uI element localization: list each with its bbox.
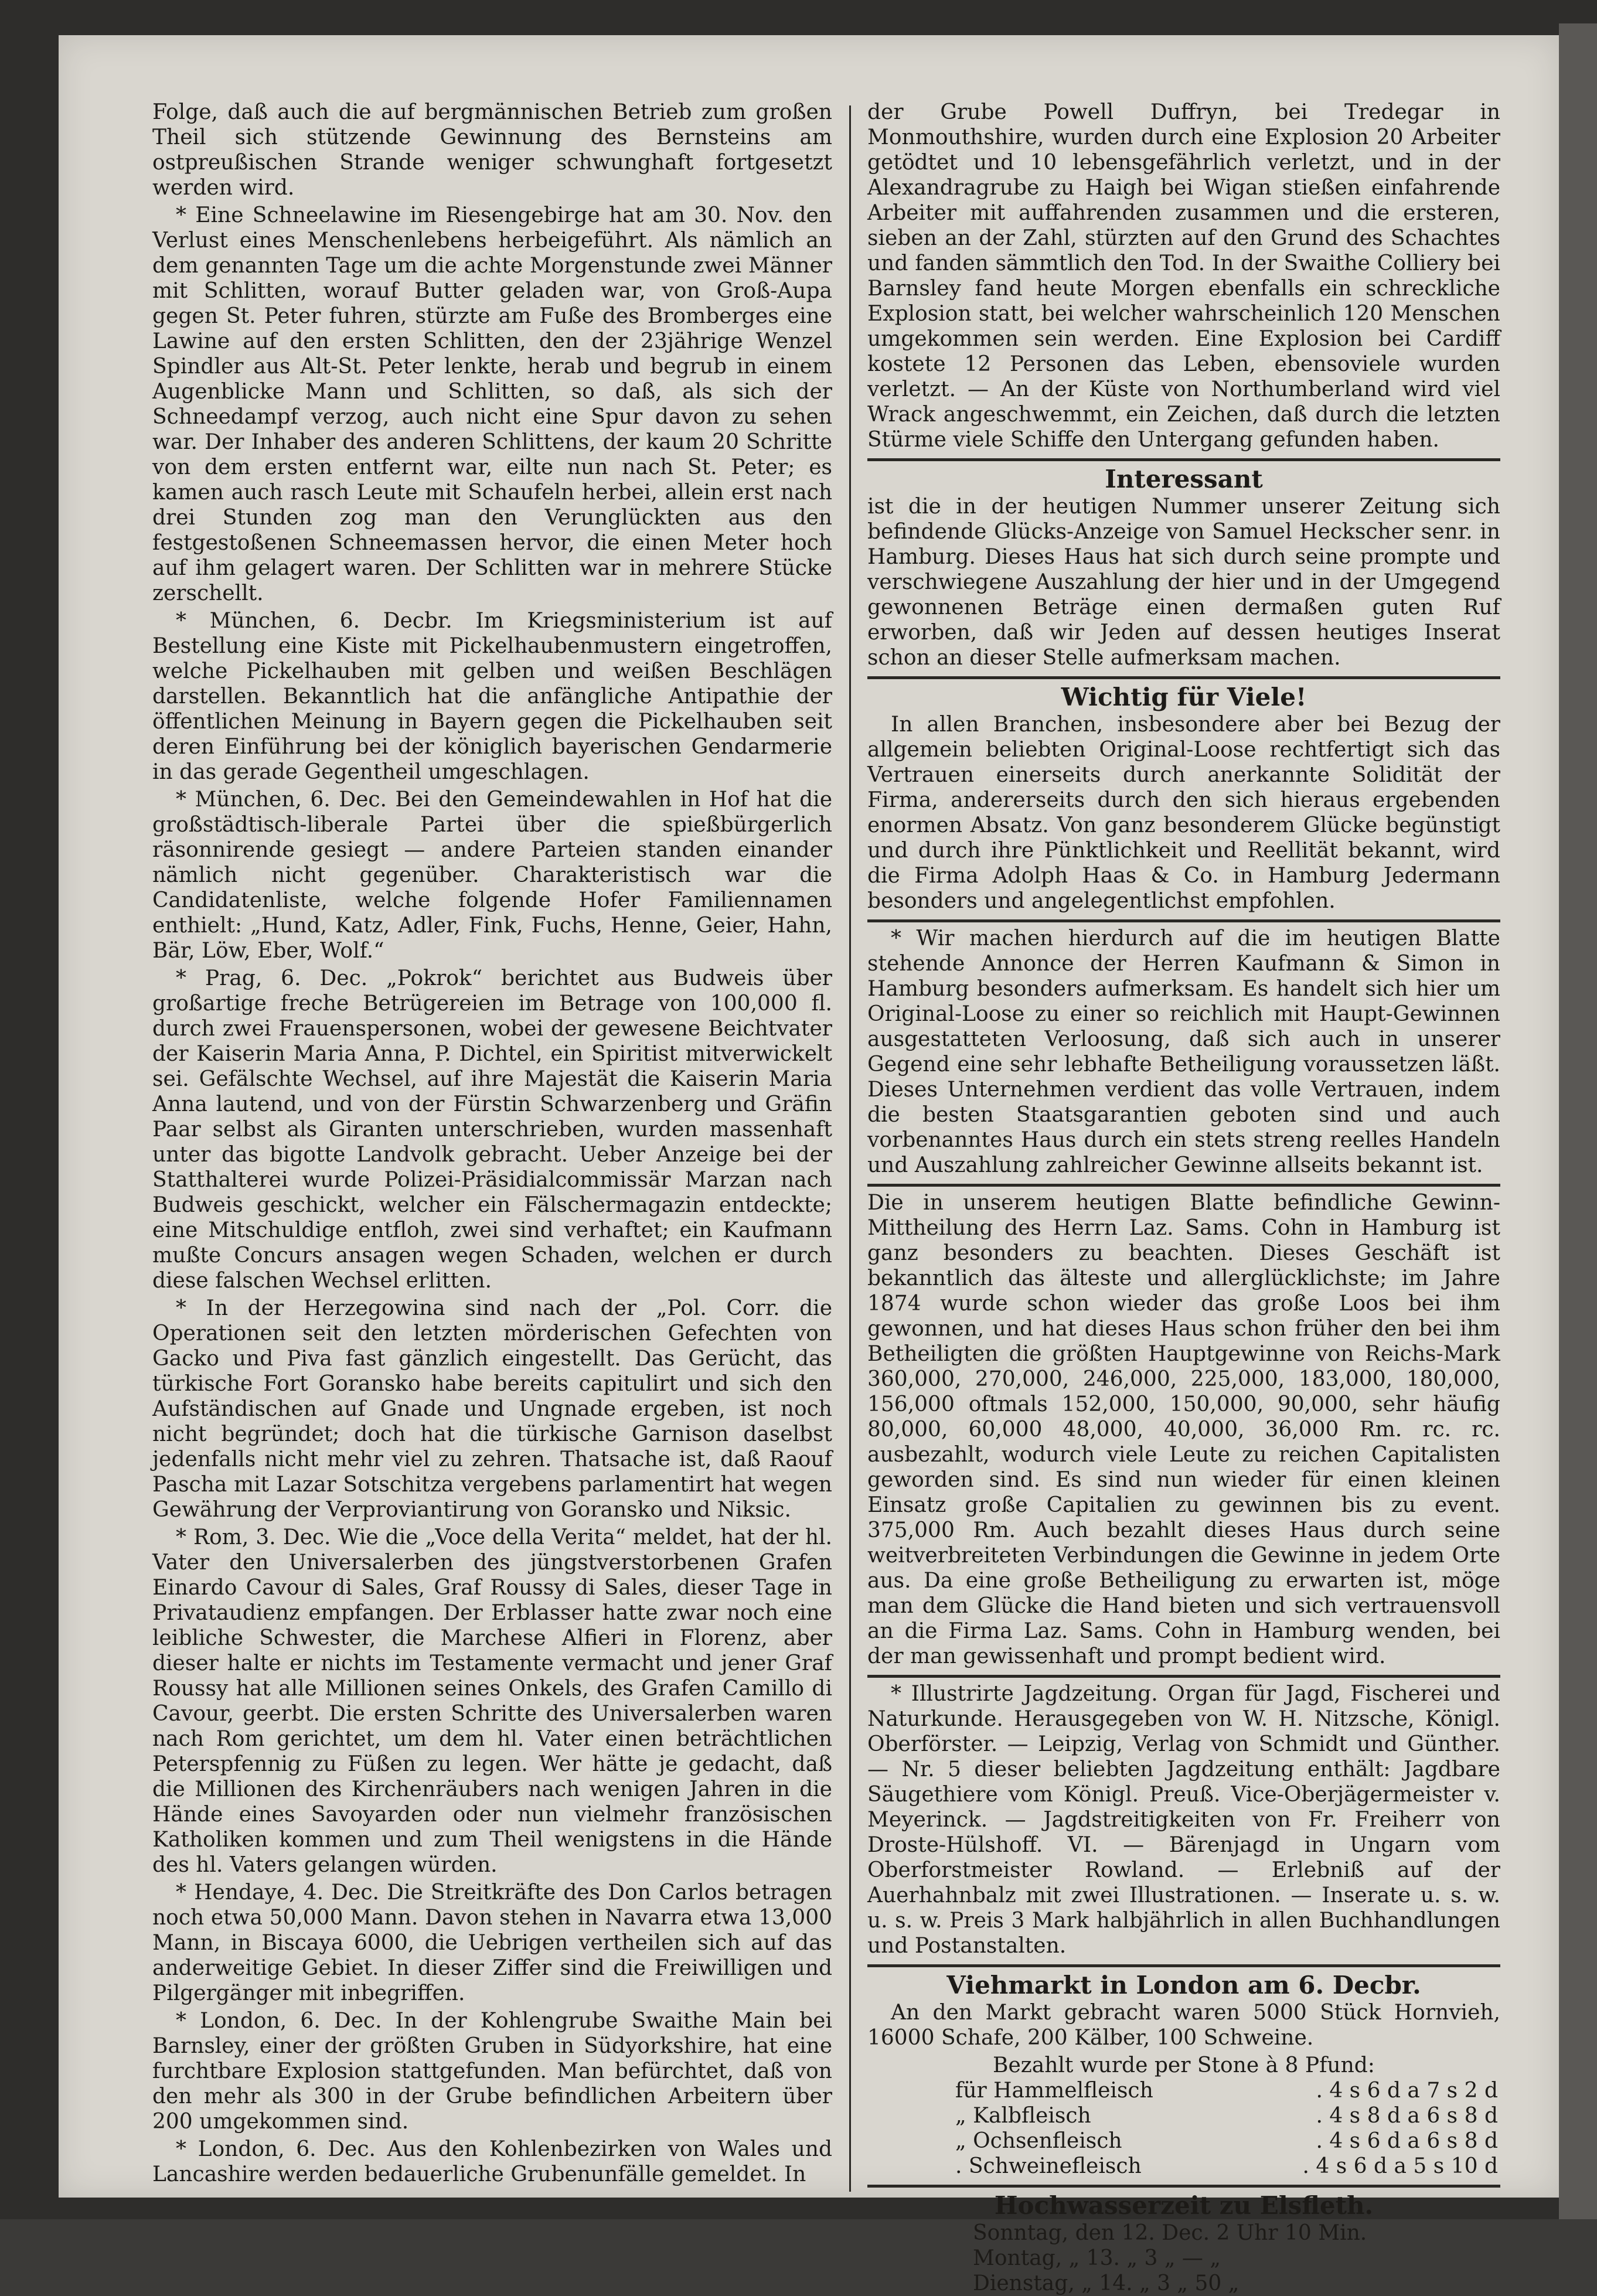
cohn-text: Die in unserem heutigen Blatte befindliche Gewinn-Mittheilung des Herrn Laz. Sams. Cohn in Hamburg ist ganz besonders zu beachten. Dieses Geschäft ist bekanntlich das älteste und allerglücklichste; im Jahre 1874 wurde schon wieder das große Loos bei ihm gewonnen, und hat dieses Haus schon früher den bei ihm Betheiligten die größten Hauptgewinne von Reichs-Mark 360,000, 270,000, 246,000, 225,000, 183,000, 180,000, 156,000 oftmals 152,000, 150,000, 90,000, sehr häufig 80,000, 60,000 48,000, 40,000, 36,000 Rm. rc. rc. ausbezahlt, wodurch viele Leute zu reichen Capitalisten geworden sind. Es sind nun wieder für einen kleinen Einsatz große Capitalien zu gewinnen bis zu event. 375,000 Rm. Auch bezahlt dieses Haus durch seine weitverbreiteten Verbindungen die Gewinne in jedem Orte aus. Da eine große Betheiligung zu erwarten ist, möge man dem Glücke die Hand bieten und sich vertrauensvoll an die Firma Laz. Sams. Cohn in Hamburg wenden, bei der man gewissenhaft und prompt bedient wird. [867,1191,1500,1668]
kaufmann-block [867,919,1500,1178]
kaufmann-text: * Wir machen hierdurch auf die im heutigen Blatte stehende Annonce der Herren Kaufmann & Simon in Hamburg besonders aufmerksam. Es handelt sich hier um Original-Loose zu einer so reichlich mit Haupt-Gewinnen ausgestatteten Verloosung, daß sich auch in unserer Gegend eine sehr lebhafte Betheiligung voraussetzen läßt. Dieses Unternehmen verdient das volle Vertrauen, indem die besten Staatsgarantien geboten sind und auch vorbenanntes Haus durch ein stets streng reelles Handeln und Auszahlung zahlreicher Gewinne allseits bekannt ist. [867,926,1500,1177]
hochwasser-row: Sonntag, den 12. Dec. 2 Uhr 10 Min. [973,2221,1367,2245]
row-value: . 4 s 6 d a 5 s 10 d [1302,2154,1498,2178]
row-label: „ Ochsenfleisch [955,2129,1122,2153]
next-page-edge [1559,23,1597,2219]
article-continuation: der Grube Powell Duffryn, bei Tredegar in Monmouthshire, wurden durch eine Explosion 20 Arbeiter getödtet und 10 lebensgefährlich verletzt, und in der Alexandragrube zu Haigh bei Wigan stießen einfahrende Arbeiter mit auffahrenden zusammen und die ersteren, sieben an der Zahl, stürzten auf den Grund des Schachtes und fanden sämmtlich den Tod. In der Swaithe Colliery bei Barnsley fand heute Morgen ebenfalls ein schreckliche Explosion statt, bei welcher wahrscheinlich 120 Menschen umgekommen sein werden. Eine Explosion bei Cardiff kostete 12 Personen das Leben, ebensoviele wurden verletzt. — An der Küste von Northumberland wird viel Wrack angeschwemmt, ein Zeichen, daß durch die letzten Stürme viele Schiffe den Untergang gefunden haben. [867,100,1500,452]
right-column [867,100,1500,2295]
table-row [867,2078,1500,2103]
column-divider [849,105,851,2192]
hochwasser-row: Montag, „ 13. „ 3 „ — „ [973,2246,1221,2270]
left-column [152,100,832,2186]
hochwasser-heading: Hochwasserzeit zu Elsfleth. [994,2191,1374,2220]
article-london-1: * London, 6. Dec. In der Kohlengrube Swaithe Main bei Barnsley, einer der größten Gruben in Südyorkshire, hat eine furchtbare Explosion stattgefunden. Man befürchtet, daß von den mehr als 300 in der Grube befindlichen Arbeitern über 200 umgekommen sind. [152,2009,832,2134]
row-value: . 4 s 8 d a 6 s 8 d [1316,2104,1498,2128]
viehmarkt-intro: An den Markt gebracht waren 5000 Stück Hornvieh, 16000 Schafe, 200 Kälber, 100 Schweine. [867,2001,1500,2050]
wichtig-heading: Wichtig für Viele! [1061,683,1307,711]
article-herzegowina: * In der Herzegowina sind nach der „Pol. Corr. die Operationen seit den letzten mörderischen Gefechten von Gacko und Piva fast gänzlich eingestellt. Das Gerücht, das türkische Fort Goransko habe bereits capitulirt und sich den Aufständischen auf Gnade und Ungnade ergeben, ist noch nicht begründet; doch hat die türkische Garnison daselbst jedenfalls nicht mehr viel zu zehren. Thatsache ist, daß Raouf Pascha mit Lazar Sotschitza vergebens parlamentirt hat wegen Gewährung der Verproviantirung von Goransko und Niksic. [152,1296,832,1522]
article-muenchen-hof: * München, 6. Dec. Bei den Gemeindewahlen in Hof hat die großstädtisch-liberale Partei über die spießbürgerlich räsonnirende gesiegt — andere Parteien standen einander nämlich nicht gegenüber. Charakteristisch war die Candidatenliste, welche folgende Hofer Familiennamen enthielt: „Hund, Katz, Adler, Fink, Fuchs, Henne, Geier, Hahn, Bär, Löw, Eber, Wolf.“ [152,788,832,963]
row-value: . 4 s 6 d a 6 s 8 d [1316,2129,1498,2153]
interessant-text: ist die in der heutigen Nummer unserer Zeitung sich befindende Glücks-Anzeige von Samuel Heckscher senr. in Hamburg. Dieses Haus hat sich durch seine prompte und verschwiegene Auszahlung der hier und in der Umgegend gewonnenen Beträge einen dermaßen guten Ruf erworben, daß wir Jeden auf dessen heutiges Inserat schon an dieser Stelle aufmerksam machen. [867,495,1500,670]
article-prag: * Prag, 6. Dec. „Pokrok“ berichtet aus Budweis über großartige freche Betrügereien im Betrage von 100,000 fl. durch zwei Frauenspersonen, wobei der gewesene Beichtvater der Kaiserin Maria Anna, P. Dichtel, ein Spiritist mitverwickelt sei. Gefälschte Wechsel, auf ihre Majestät die Kaiserin Maria Anna lautend, und von der Fürstin Schwarzenberg und Gräfin Paar selbst als Giranten unterschrieben, wurden massenhaft unter das bigotte Landvolk gebracht. Ueber Anzeige bei der Statthalterei wurde Polizei-Präsidialcommissär Marzan nach Budweis geschickt, welcher ein Fälschermagazin entdeckte; eine Mitschuldige entfloh, zwei sind verhaftet; ein Kaufmann mußte Concurs ansagen wegen Schaden, welchen er durch diese falschen Wechsel erlitten. [152,966,832,1293]
continuation-block [867,100,1500,452]
row-label: „ Kalbfleisch [955,2104,1091,2128]
row-label: für Hammelfleisch [955,2079,1153,2103]
cohn-block [867,1184,1500,1669]
article-london-2: * London, 6. Dec. Aus den Kohlenbezirken von Wales und Lancashire werden bedauerliche Grubenunfälle gemeldet. In [152,2137,832,2186]
interessant-block [867,458,1500,670]
table-row [867,2103,1500,2128]
row-value: . 4 s 6 d a 7 s 2 d [1316,2079,1498,2103]
table-row [867,2154,1500,2179]
row-label: . Schweinefleisch [955,2154,1142,2178]
table-row [867,2128,1500,2154]
article-bernstein: Folge, daß auch die auf bergmännischen Betrieb zum großen Theil sich stützende Gewinnung des Bernsteins am ostpreußischen Strande weniger schwunghaft fortgesetzt werden wird. [152,100,832,200]
viehmarkt-table [867,2078,1500,2179]
wichtig-text: In allen Branchen, insbesondere aber bei Bezug der allgemein beliebten Original-Loose rechtfertigt sich das Vertrauen einerseits durch anerkannte Solidität der Firma, andererseits durch den sich hieraus ergebenden enormen Absatz. Von ganz besonderem Glücke begünstigt und durch ihre Pünktlichkeit und Reellität bekannt, wird die Firma Adolph Haas & Co. in Hamburg Jedermann besonders und angelegentlichst empfohlen. [867,713,1500,913]
article-rom: * Rom, 3. Dec. Wie die „Voce della Verita“ meldet, hat der hl. Vater den Universalerben des jüngstverstorbenen Grafen Einardo Cavour di Sales, Graf Roussy di Sales, dieser Tage in Privataudienz empfangen. Der Erblasser hatte zwar noch eine leibliche Schwester, die Marchese Alfieri in Florenz, aber dieser halte er nichts im Testamente vermacht und jener Graf Roussy hat alle Millionen seines Onkels, des Grafen Camillo di Cavour, geerbt. Die ersten Schritte des Universalerben waren nach Rom gerichtet, um dem hl. Vater einen beträchtlichen Peterspfennig zu Füßen zu legen. Wer hätte je gedacht, daß die Millionen des Kirchenräubers nach wenigen Jahren in die Hände eines Savoyarden oder nun vielmehr französischen Katholiken kommen und zum Theil wenigstens in die Hände des hl. Vaters gelangen würden. [152,1525,832,1877]
jagdzeitung-block [867,1675,1500,1958]
article-schneelawine: * Eine Schneelawine im Riesengebirge hat am 30. Nov. den Verlust eines Menschenlebens herbeigeführt. Als nämlich an dem genannten Tage um die achte Morgenstunde zwei Männer mit Schlitten, worauf Butter geladen war, von Groß-Aupa gegen St. Peter fuhren, stürzte am Fuße des Bromberges eine Lawine auf den ersten Schlitten, den der 23jährige Wenzel Spindler aus Alt-St. Peter lenkte, herab und begrub in einem Augenblicke Mann und Schlitten, so daß, als sich der Schneedampf verzog, auch nicht eine Spur davon zu sehen war. Der Inhaber des anderen Schlittens, der kaum 20 Schritte von dem ersten entfernt war, eilte nun nach St. Peter; es kamen auch rasch Leute mit Schaufeln herbei, allein erst nach drei Stunden zog man den Verunglückten aus den festgestoßenen Schneemassen hervor, die einen Meter hoch auf ihm gelagert waren. Der Schlitten war in mehrere Stücke zerschellt. [152,203,832,605]
hochwasser-row: Dienstag, „ 14. „ 3 „ 50 „ [973,2271,1240,2295]
newspaper-page [59,35,1559,2295]
article-muenchen-pickelhauben: * München, 6. Decbr. Im Kriegsministerium ist auf Bestellung eine Kiste mit Pickelhaubenmustern eingetroffen, welche Pickelhauben mit gelben und weißen Beschlägen darstellen. Bekanntlich hat die anfängliche Antipathie der öffentlichen Meinung in Bayern gegen die Pickelhauben seit deren Einführung bei der königlich bayerischen Gendarmerie in das gerade Gegentheil umgeschlagen. [152,609,832,784]
hochwasser-block [867,2185,1500,2296]
wichtig-block [867,676,1500,914]
viehmarkt-heading: Viehmarkt in London am 6. Decbr. [946,1971,1421,1999]
interessant-heading: Interessant [1105,465,1263,493]
viehmarkt-block [867,1964,1500,2179]
viehmarkt-price-line: Bezahlt wurde per Stone à 8 Pfund: [993,2053,1375,2077]
jagdzeitung-text: * Illustrirte Jagdzeitung. Organ für Jagd, Fischerei und Naturkunde. Herausgegeben von W. H. Nitzsche, Königl. Oberförster. — Leipzig, Verlag von Schmidt und Günther. — Nr. 5 dieser beliebten Jagdzeitung enthält: Jagdbare Säugethiere vom Königl. Preuß. Vice-Oberjägermeister v. Meyerinck. — Jagdstreitigkeiten von Fr. Freiherr von Droste-Hülshoff. VI. — Bärenjagd in Ungarn vom Oberforstmeister Rowland. — Erlebniß auf der Auerhahnbalz mit zwei Illustrationen. — Inserate u. s. w. u. s. w. Preis 3 Mark halbjährlich in allen Buchhandlungen und Postanstalten. [867,1682,1500,1958]
article-hendaye: * Hendaye, 4. Dec. Die Streitkräfte des Don Carlos betragen noch etwa 50,000 Mann. Davon stehen in Navarra etwa 13,000 Mann, in Biscaya 6000, die Uebrigen vertheilen sich auf das anderweitige Gebiet. In dieser Ziffer sind die Freiwilligen und Pilgergänger mit inbegriffen. [152,1881,832,2005]
